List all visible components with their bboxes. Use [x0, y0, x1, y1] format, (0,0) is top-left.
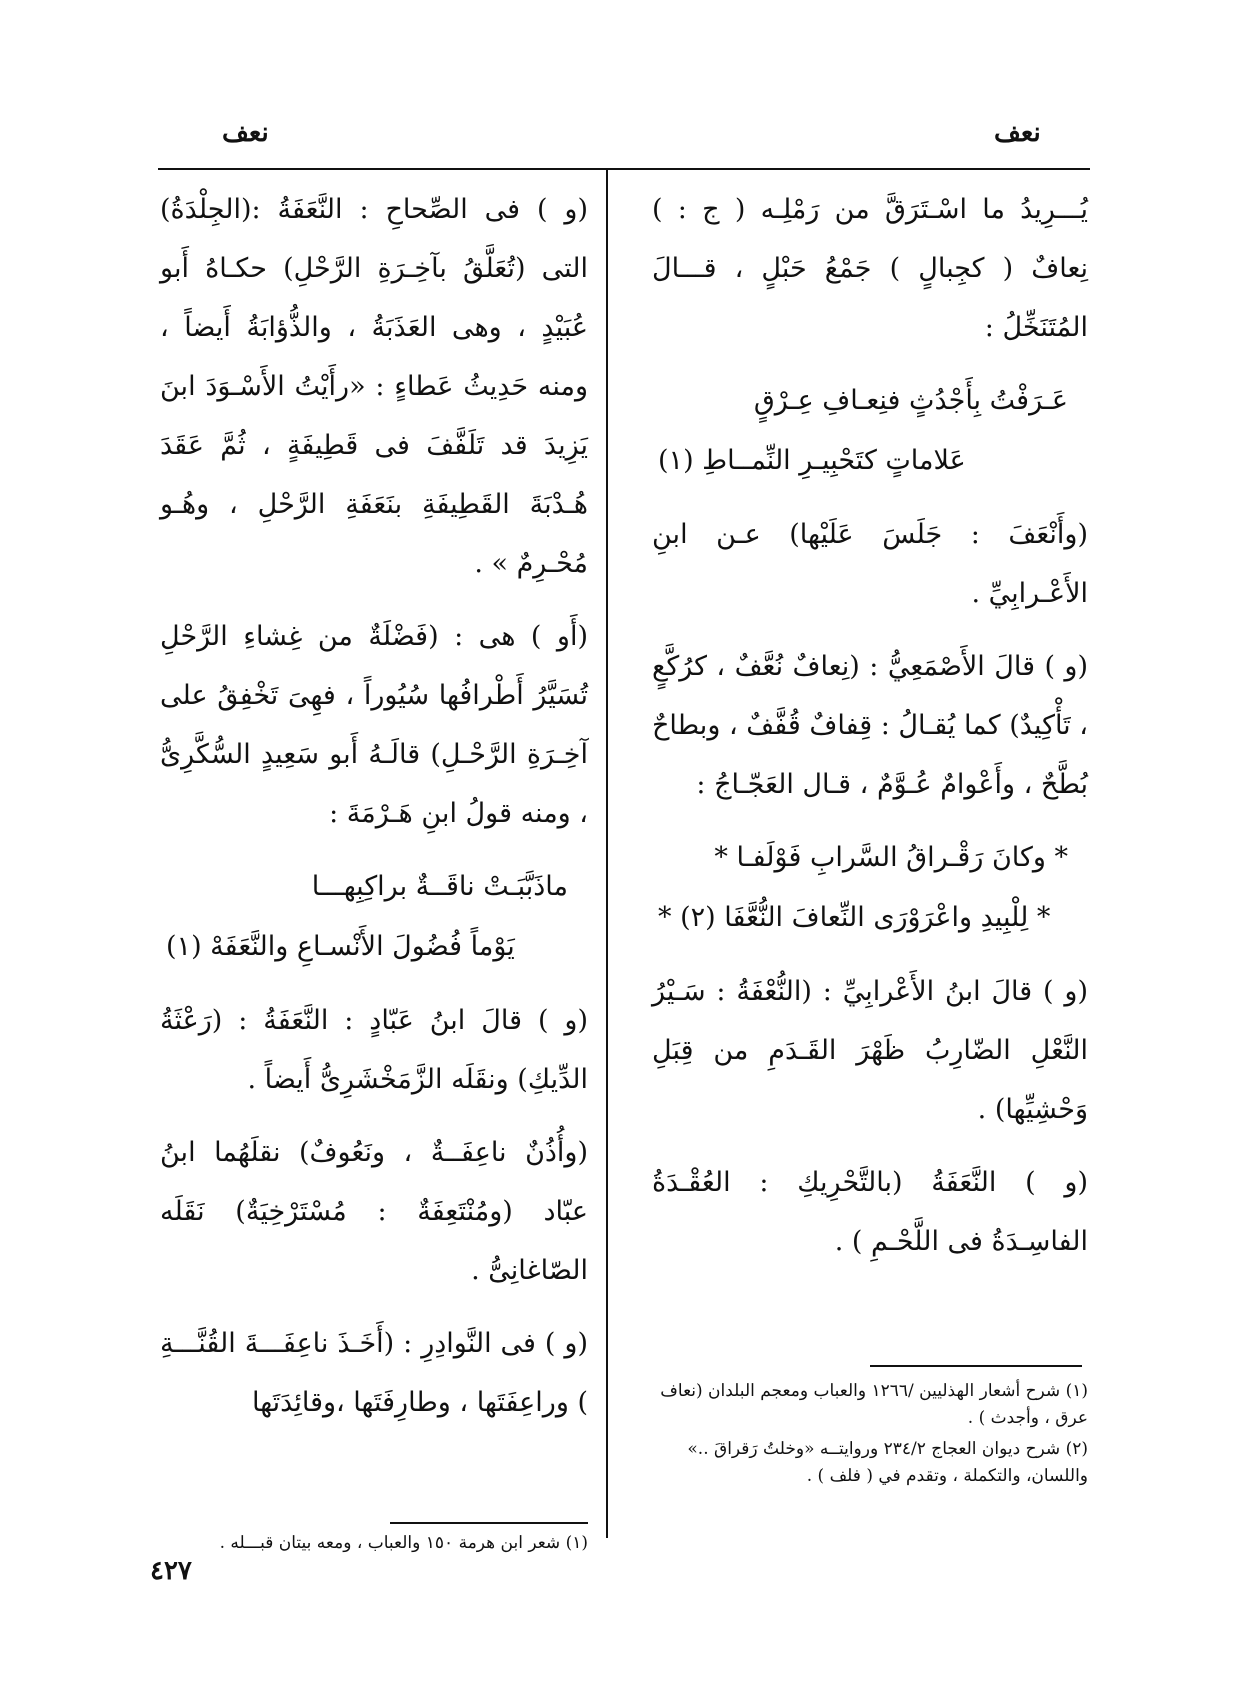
header-rule [158, 168, 1090, 170]
paragraph: (و ) النَّعَفَةُ (بالتَّحْرِيكِ : العُقْـدَةُ الفاسِـدَةُ فى اللَّحْـمِ ) . [652, 1167, 1088, 1257]
verse-hemistich: عَـرَفْتُ بِأَجْدُثٍ فنِعـافِ عِـرْقٍ [753, 385, 1068, 416]
column-divider [606, 170, 608, 1538]
verse-hemistich: ماذَبَّبَـتْ ناقَــةٌ براكِبِهـــا [311, 871, 568, 902]
verse-hemistich: * وكانَ رَقْـراقُ السَّرابِ فَوْلَفـا * [714, 842, 1068, 873]
header-word-right: نعف [994, 118, 1041, 148]
paragraph: (وأَنْعَفَ : جَلَسَ عَلَيْها) عـن ابنِ الأَعْـرابِيِّ . [652, 519, 1088, 609]
header-word-left: نعف [222, 118, 269, 148]
paragraph: (و ) فى النَّوادِرِ : (أَخَـذَ ناعِفَـــةَ القُنَّـــةِ ) وراعِفَتَها ، وطارِفَتَها ،وقائِدَتَها [160, 1328, 588, 1418]
paragraph: (أَو ) هى : (فَضْلَةٌ من غِشاءِ الرَّحْلِ تُسَيَّرُ أَطْرافُها سُيُوراً ، فهِىَ تَخْفِقُ على آخِـرَةِ الرَّحْـلِ) قالَـهُ أَبو سَعِيدٍ السُّكَّرِىُّ ، ومنه قولُ ابنِ هَـرْمَةَ : [160, 621, 588, 829]
paragraph: يُـــرِيدُ ما اسْـتَرَقَّ من رَمْلِـه ( ج : ) نِعافٌ ( كجِبالٍ ) جَمْعُ حَبْلٍ ، قـــالَ المُتَنَخِّلُ : [652, 194, 1088, 343]
footnote: (١) شعر ابن هرمة ١٥٠ والعباب ، ومعه بيتان قبـــله . [219, 1533, 588, 1553]
page-number: ٤٢٧ [150, 1556, 192, 1586]
paragraph: (و ) قالَ ابنُ عَبّادٍ : النَّعَفَةُ : (رَعْثَةُ الدِّيكِ) ونقَلَه الزَّمَخْشَرِىُّ أَيضاً . [160, 1005, 588, 1095]
verse-hemistich: * لِلْبِيدِ واعْرَوْرَى النِّعافَ النُّعَّفَا (٢) * [658, 902, 1051, 933]
verse-hemistich: عَلاماتٍ كتَحْبِيـرِ النِّمــاطِ (١) [658, 445, 966, 476]
paragraph: (و ) قالَ ابنُ الأَعْرابِيِّ : (النُّعْفَةُ : سَـيْرُ النَّعْلِ الضّارِبُ ظَهْرَ القَـدَمِ من قِبَلِ وَحْشِيِّها) . [652, 976, 1088, 1125]
footnotes-left [160, 1530, 588, 1561]
paragraph: (وأُذُنٌ ناعِفَــةٌ ، ونَعُوفٌ) نقلَهُما ابنُ عبّاد (ومُنْتَعِفَةٌ : مُسْتَرْخِيَةٌ) نَقَلَه الصّاغانِىُّ . [160, 1137, 588, 1286]
verse [652, 371, 1088, 491]
verse-hemistich: يَوْماً فُضُولَ الأَنْسـاعِ والنَّعَفَهْ (١) [166, 931, 515, 962]
paragraph: (و ) قالَ الأَصْمَعِيُّ : (نِعافٌ نُعَّفٌ ، كرُكَّعٍ ، تَأْكِيدٌ) كما يُقـالُ : قِفافٌ قُفَّفٌ ، وبطاحٌ بُطَّحٌ ، وأَعْوامٌ عُـوَّمٌ ، قـال العَجّـاجُ : [652, 651, 1088, 800]
footnotes-right [652, 1378, 1088, 1494]
footnote-rule-right [870, 1365, 1082, 1367]
footnote-rule-left [390, 1522, 588, 1524]
paragraph: (و ) فى الصِّحاحِ : النَّعَفَةُ :(الجِلْدَةُ) التى (تُعَلَّقُ بآخِـرَةِ الرَّحْلِ) حكـاهُ أَبو عُبَيْدٍ ، وهى العَذَبَةُ ، والذُّؤابَةُ أَيضاً ، ومنه حَدِيثُ عَطاءٍ : «رأَيْتُ الأَسْـوَدَ ابنَ يَزِيدَ قد تَلَفَّفَ فى قَطِيفَةٍ ، ثُمَّ عَقَدَ هُـدْبَةَ القَطِيفَةِ بنَعَفَةِ الرَّحْلِ ، وهُـو مُحْـرِمٌ » . [160, 194, 588, 579]
footnote: (١) شرح أشعار الهذليين /١٢٦٦ والعباب ومعجم البلدان (نعاف عرق ، وأجدث ) . [660, 1381, 1088, 1428]
left-column [160, 180, 588, 1446]
verse [160, 857, 588, 977]
right-column [652, 180, 1088, 1285]
verse [652, 828, 1088, 948]
footnote: (٢) شرح ديوان العجاج ٢٣٤/٢ وروايتــه «وخلتُ رَقراقَ ..» واللسان، والتكملة ، وتقدم في ( فلف ) . [687, 1439, 1088, 1486]
